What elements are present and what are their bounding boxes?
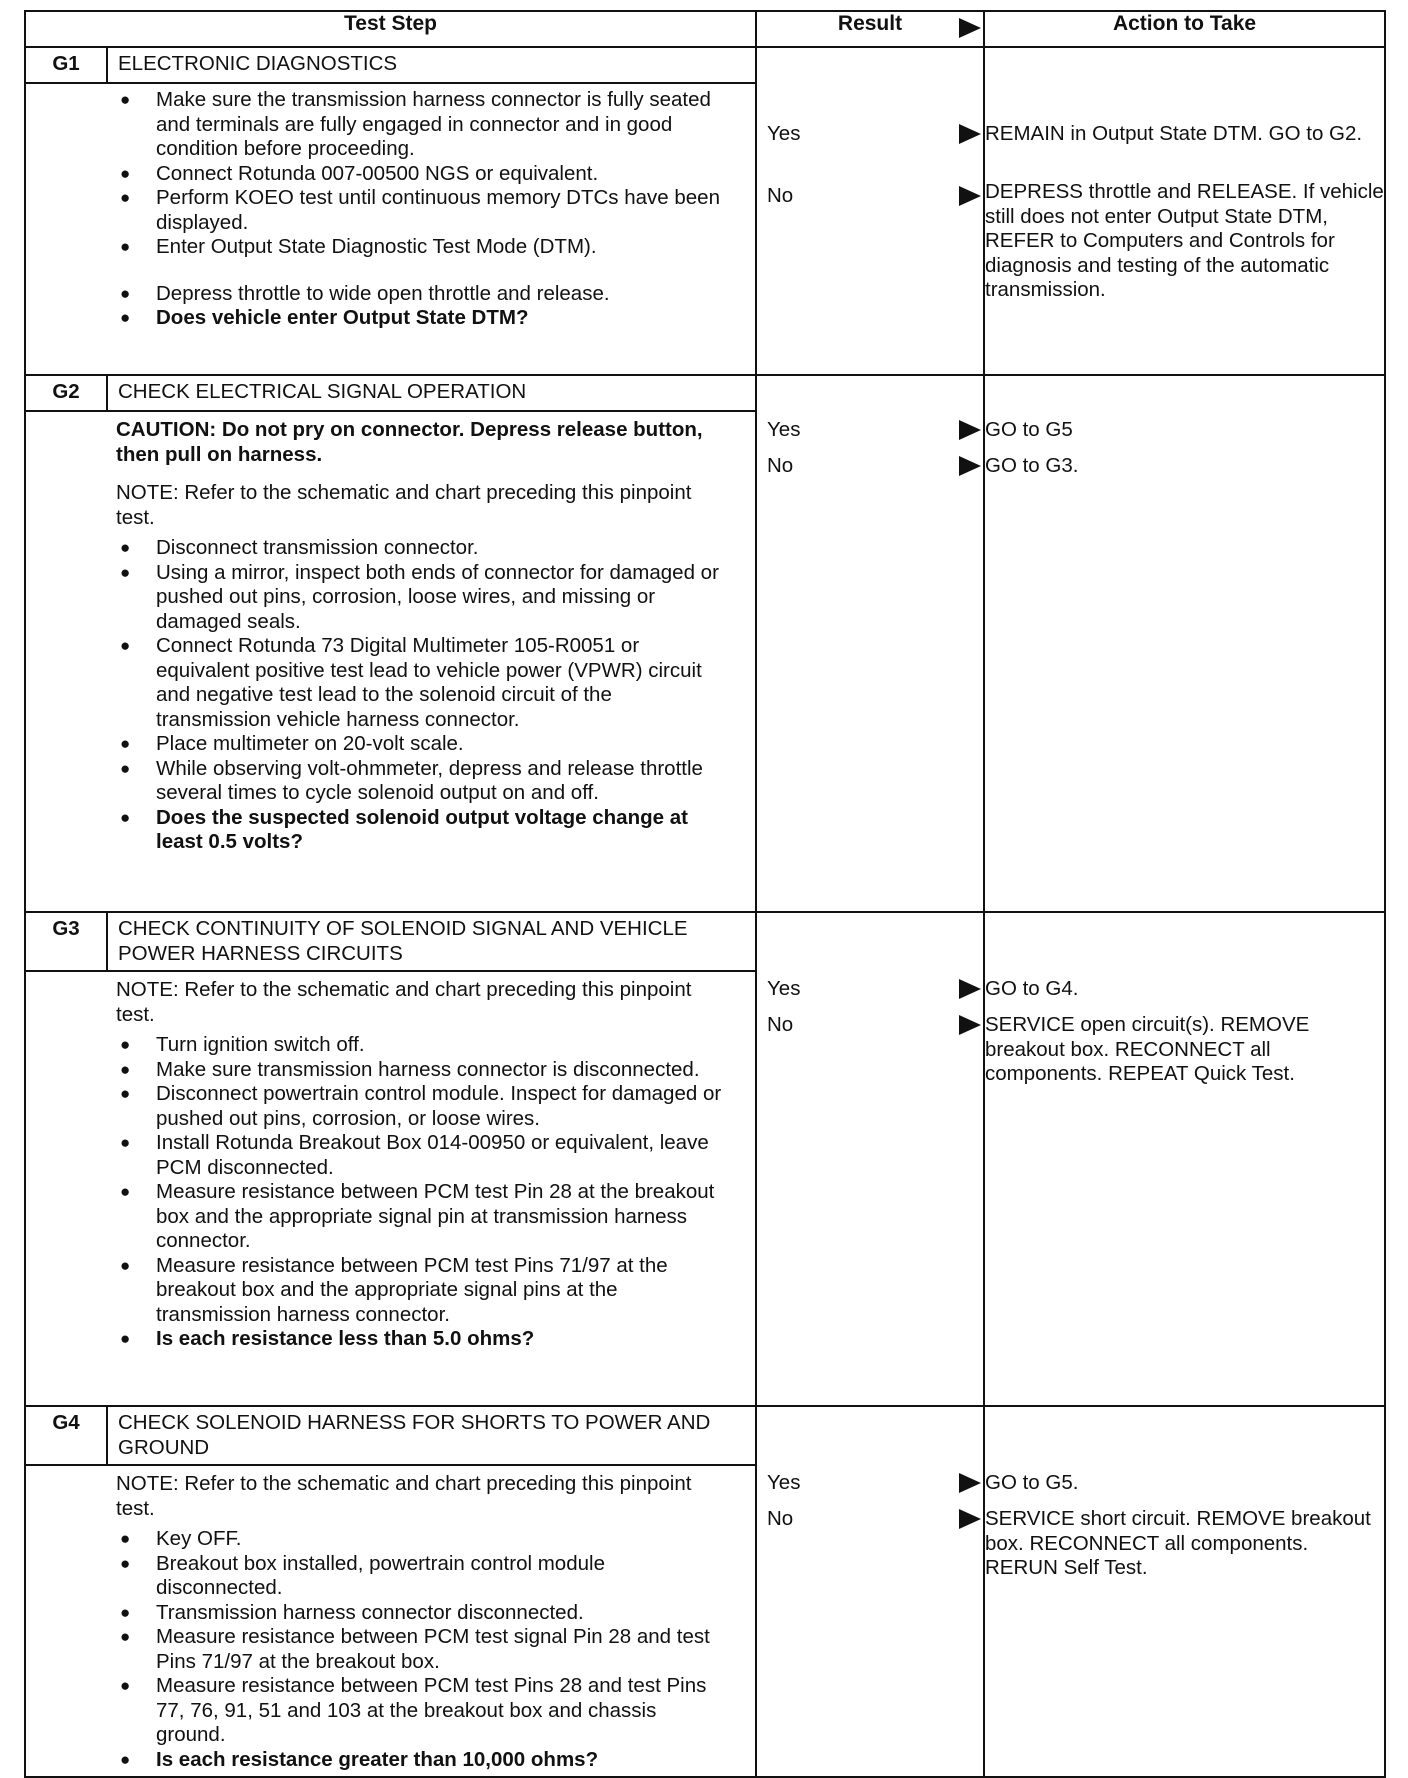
step-id: G2 [26,376,108,410]
list-item: ● Is each resistance greater than 10,000 ohms? [120,1748,727,1773]
list-item: ● Connect Rotunda 73 Digital Multimeter 105-R0051 or equivalent positive test lead to vehicle power (VPWR) circuit and negative test lead to the solenoid circuit of the transmission vehicle harness connector. [120,634,727,732]
step-instructions [120,88,727,331]
list-item: ● While observing volt-ohmmeter, depress and release throttle several times to cycle solenoid output on and off. [120,757,727,806]
step-title: ELECTRONIC DIAGNOSTICS [118,52,398,75]
action-cell [984,912,1385,1406]
action-no: GO to G3. [985,454,1079,477]
arrow-icon [959,18,981,38]
list-item: ● Make sure transmission harness connector is disconnected. [120,1058,727,1083]
result-yes: Yes [767,977,801,1000]
action-yes: REMAIN in Output State DTM. GO to G2. [985,122,1363,145]
step-row-g4 [25,1406,1385,1777]
action-yes: GO to G5. [985,1471,1079,1494]
list-item: ● Disconnect transmission connector. [120,536,727,561]
list-item: ● Is each resistance less than 5.0 ohms? [120,1327,727,1352]
action-no: SERVICE open circuit(s). REMOVE breakout box. RECONNECT all components. REPEAT Quick Test. [985,1013,1310,1085]
step-row-g3 [25,912,1385,1406]
step-cell [25,1406,756,1777]
list-item: ● Key OFF. [120,1527,727,1552]
list-item: ● Connect Rotunda 007-00500 NGS or equivalent. [120,162,727,187]
list-item: ● Perform KOEO test until continuous memory DTCs have been displayed. [120,186,727,235]
list-item: ● Depress throttle to wide open throttle and release. [120,282,727,307]
list-item: ● Turn ignition switch off. [120,1033,727,1058]
result-yes: Yes [767,418,801,441]
step-instructions [120,1527,727,1772]
list-item: ● Measure resistance between PCM test signal Pin 28 and test Pins 71/97 at the breakout box. [120,1625,727,1674]
action-yes: GO to G4. [985,977,1079,1000]
result-cell [756,47,984,375]
list-item: ● Install Rotunda Breakout Box 014-00950 or equivalent, leave PCM disconnected. [120,1131,727,1180]
note-text: NOTE: Refer to the schematic and chart preceding this pinpoint test. [116,481,692,529]
step-row-g2 [25,375,1385,912]
action-yes: GO to G5 [985,418,1073,441]
step-title: CHECK SOLENOID HARNESS FOR SHORTS TO POWER AND GROUND [118,1411,711,1459]
list-item: ● Does vehicle enter Output State DTM? [120,306,727,331]
action-cell [984,1406,1385,1777]
result-no: No [767,184,794,207]
result-cell [756,1406,984,1777]
list-item: ● Measure resistance between PCM test Pins 28 and test Pins 77, 76, 91, 51 and 103 at the breakout box and chassis ground. [120,1674,727,1748]
list-item: ● Transmission harness connector disconnected. [120,1601,727,1626]
action-no: DEPRESS throttle and RELEASE. If vehicle still does not enter Output State DTM, REFER to Computers and Controls for diagnosis and testing of the automatic transmission. [985,180,1384,301]
result-cell [756,912,984,1406]
caution-text: CAUTION: Do not pry on connector. Depress release button, then pull on harness. [116,418,703,466]
note-text: NOTE: Refer to the schematic and chart preceding this pinpoint test. [116,1472,692,1520]
step-cell [25,47,756,375]
result-no: No [767,1507,794,1530]
action-cell [984,47,1385,375]
list-item: ● Measure resistance between PCM test Pin 28 at the breakout box and the appropriate signal pin at transmission harness connector. [120,1180,727,1254]
header-action: Action to Take [984,11,1385,47]
result-no: No [767,1013,794,1036]
list-item: ● Using a mirror, inspect both ends of connector for damaged or pushed out pins, corrosion, loose wires, and missing or damaged seals. [120,561,727,635]
arrow-icon [959,1473,981,1493]
diagnostic-table [24,10,1386,1778]
result-yes: Yes [767,1471,801,1494]
header-result: Result [756,11,984,47]
list-item: ● Does the suspected solenoid output voltage change at least 0.5 volts? [120,806,727,855]
list-item: ● Disconnect powertrain control module. Inspect for damaged or pushed out pins, corrosion, or loose wires. [120,1082,727,1131]
step-instructions [120,1033,727,1352]
arrow-icon [959,1015,981,1035]
action-cell [984,375,1385,912]
step-cell [25,375,756,912]
action-no: SERVICE short circuit. REMOVE breakout box. RECONNECT all components. RERUN Self Test. [985,1507,1371,1579]
step-cell [25,912,756,1406]
list-item: ● Make sure the transmission harness connector is fully seated and terminals are fully engaged in connector and in good condition before proceeding. [120,88,727,162]
step-instructions [120,536,727,855]
result-no: No [767,454,794,477]
step-id: G1 [26,48,108,82]
list-item: ● Place multimeter on 20-volt scale. [120,732,727,757]
step-title: CHECK ELECTRICAL SIGNAL OPERATION [118,380,527,403]
result-yes: Yes [767,122,801,145]
list-item: ● Measure resistance between PCM test Pins 71/97 at the breakout box and the appropriate signal pins at the transmission harness connector. [120,1254,727,1328]
step-id: G3 [26,913,108,970]
result-cell [756,375,984,912]
step-id: G4 [26,1407,108,1464]
arrow-icon [959,456,981,476]
arrow-icon [959,186,981,206]
list-item: ● Breakout box installed, powertrain control module disconnected. [120,1552,727,1601]
step-title: CHECK CONTINUITY OF SOLENOID SIGNAL AND VEHICLE POWER HARNESS CIRCUITS [118,917,688,965]
arrow-icon [959,124,981,144]
header-row [25,11,1385,47]
header-test-step: Test Step [25,11,756,47]
arrow-icon [959,979,981,999]
arrow-icon [959,420,981,440]
note-text: NOTE: Refer to the schematic and chart preceding this pinpoint test. [116,978,692,1026]
list-item: ● Enter Output State Diagnostic Test Mode (DTM). [120,235,727,260]
arrow-icon [959,1509,981,1529]
step-row-g1 [25,47,1385,375]
